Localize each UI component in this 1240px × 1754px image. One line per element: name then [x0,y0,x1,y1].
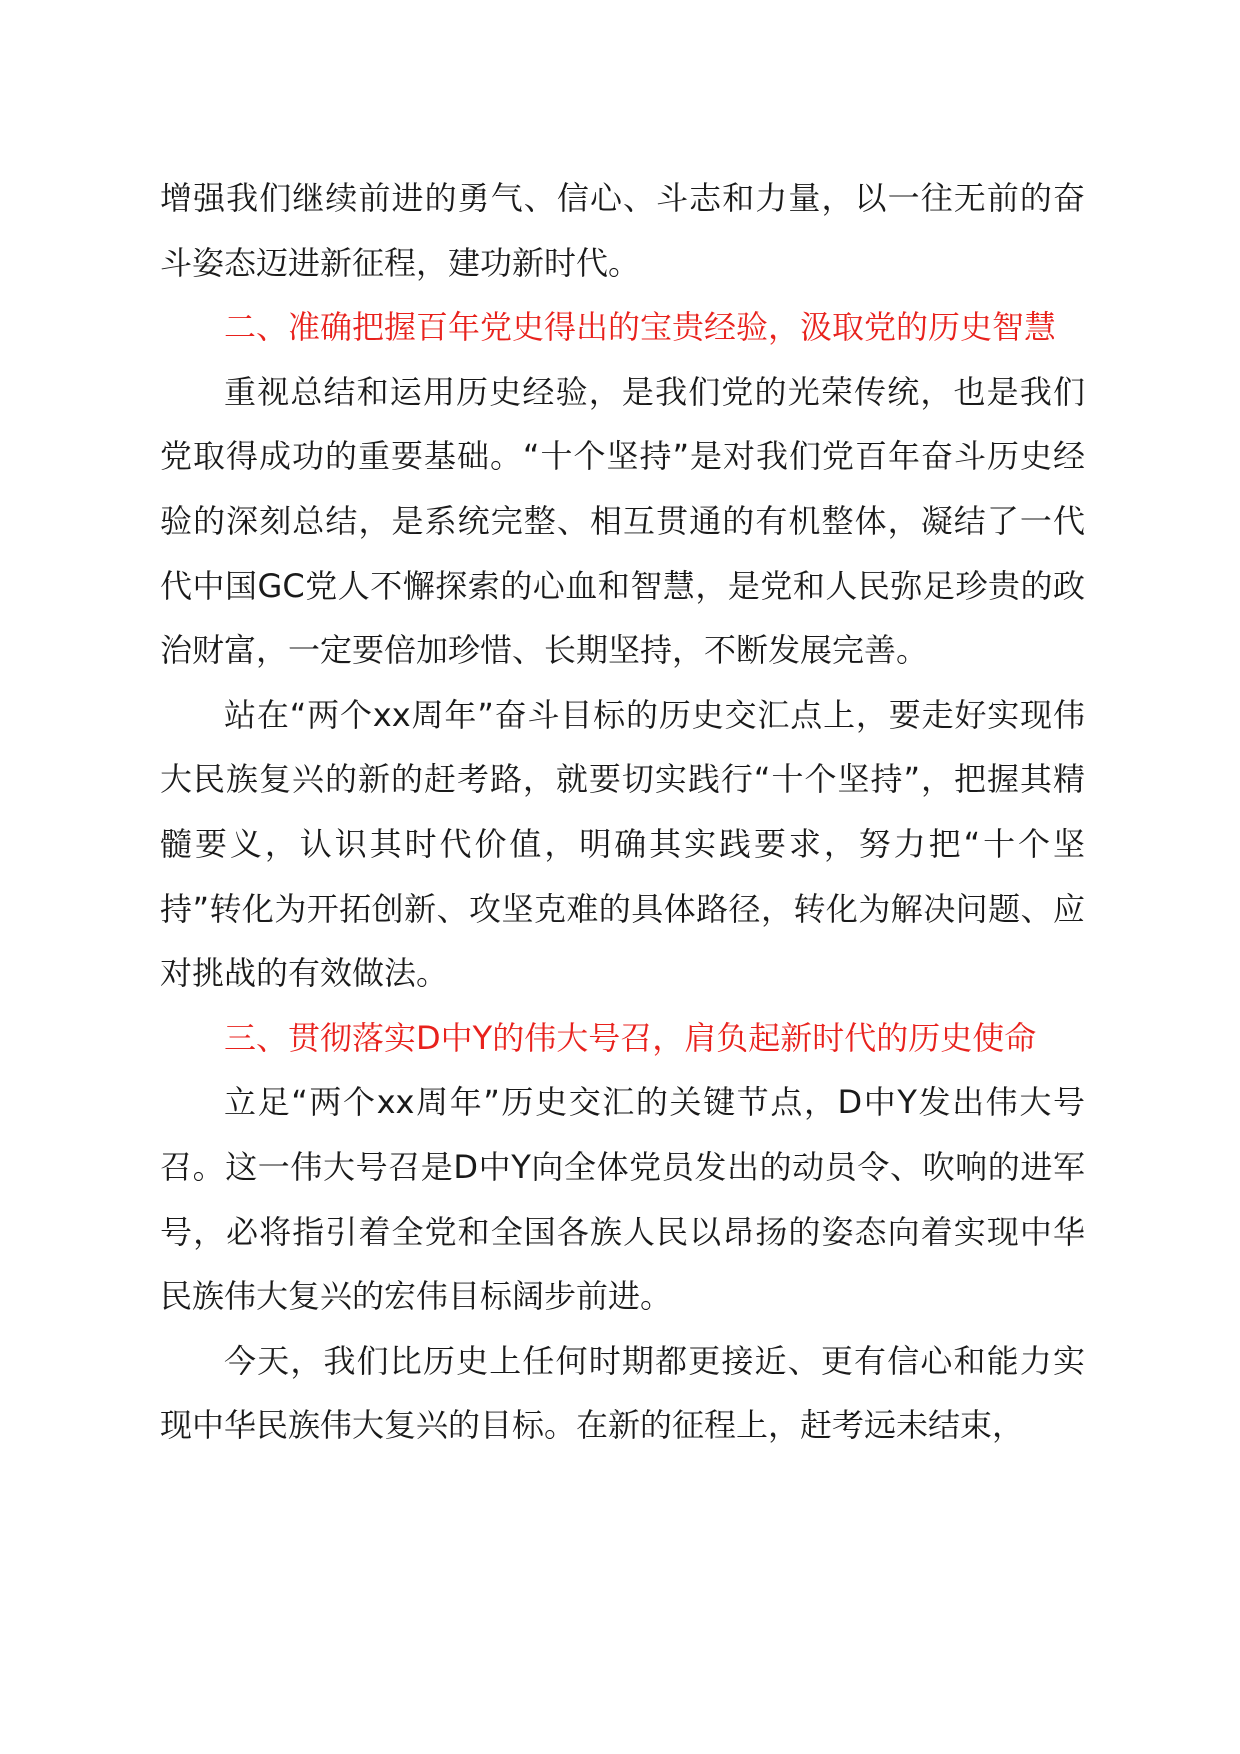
section-heading-3: 三、贯彻落实D中Y的伟大号召，肩负起新时代的历史使命 [224,1018,1037,1057]
paragraph: 立足“两个xx周年”历史交汇的关键节点，D中Y发出伟大号召。这一伟大号召是D中Y向全体党员发出的动员令、吹响的进军号，必将指引着全党和全国各族人民以昂扬的姿态向着实现中华民族伟大复兴的宏伟目标阔步前进。 [160,1083,1085,1316]
paragraph-continuation: 增强我们继续前进的勇气、信心、斗志和力量，以一往无前的奋斗姿态迈进新征程，建功新时代。 [160,179,1085,282]
paragraph: 今天，我们比历史上任何时期都更接近、更有信心和能力实现中华民族伟大复兴的目标。在新的征程上，赶考远未结束， [160,1341,1085,1445]
paragraph: 重视总结和运用历史经验，是我们党的光荣传统，也是我们党取得成功的重要基础。“十个坚持”是对我们党百年奋斗历史经验的深刻总结，是系统完整、相互贯通的有机整体，凝结了一代代中国GC党人不懈探索的心血和智慧，是党和人民弥足珍贵的政治财富，一定要倍加珍惜、长期坚持，不断发展完善。 [160,372,1085,670]
paragraph: 站在“两个xx周年”奋斗目标的历史交汇点上，要走好实现伟大民族复兴的新的赶考路，就要切实践行“十个坚持”，把握其精髓要义，认识其时代价值，明确其实践要求，努力把“十个坚持”转化为开拓创新、攻坚克难的具体路径，转化为解决问题、应对挑战的有效做法。 [160,695,1085,993]
section-heading-2: 二、准确把握百年党史得出的宝贵经验，汲取党的历史智慧 [224,308,1057,347]
document-page [160,166,1085,1458]
